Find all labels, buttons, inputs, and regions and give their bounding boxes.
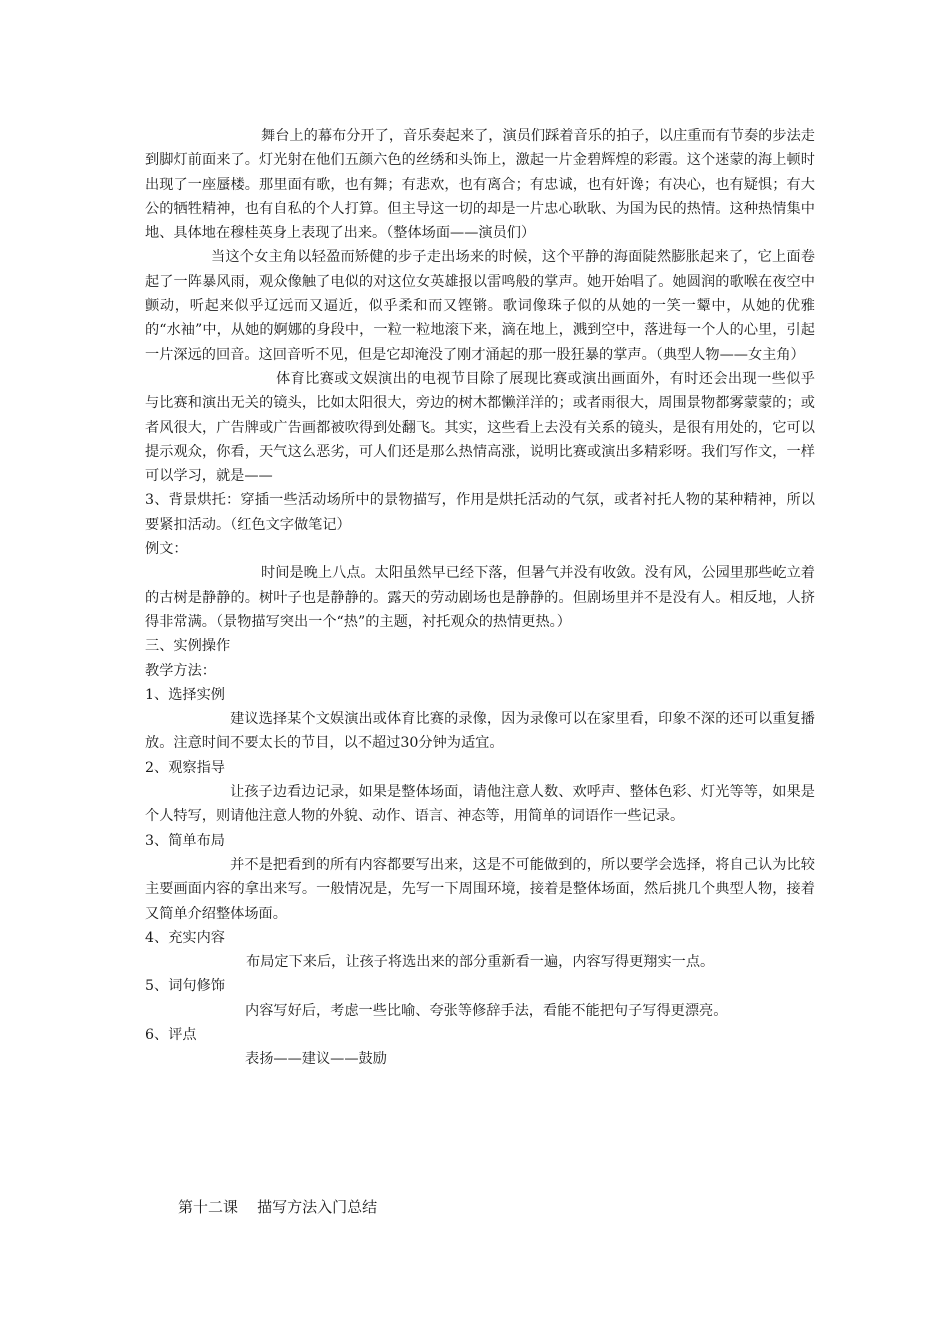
teaching-method-label: 教学方法： xyxy=(145,662,216,679)
paragraph-example-text: 时间是晚上八点。太阳虽然早已经下落，但暑气并没有收敛。没有风，公园里那些屹立着的古树是静静的。树叶子也是静静的。露天的劳动剧场也是静静的。但剧场里并不是没有人。相反地，人挤得非常满。（景物描写突出一个“热”的主题，衬托观众的热情更热。） xyxy=(145,565,815,630)
section-heading-practice: 三、实例操作 xyxy=(145,638,231,655)
paragraph-background-method: 3、背景烘托：穿插一些活动场所中的景物描写，作用是烘托活动的气氛，或者衬托人物的某种精神，所以要紧扣活动。（红色文字做笔记） xyxy=(145,492,815,533)
step-text-5: 内容写好后，考虑一些比喻、夸张等修辞手法，看能不能把句子写得更漂亮。 xyxy=(245,1002,728,1019)
step-text-1: 建议选择某个文娱演出或体育比赛的录像，因为录像可以在家里看，印象不深的还可以重复播放。注意时间不要太长的节目，以不超过30分钟为适宜。 xyxy=(145,711,815,752)
paragraph-heroine: 当这个女主角以轻盈而矫健的步子走出场来的时候，这个平静的海面陡然膨胀起来了，它上面卷起了一阵暴风雨，观众像触了电似的对这位女英雄报以雷鸣般的掌声。她开始唱了。她圆润的歌喉在夜空中颤动，听起来似乎辽远而又逼近，似乎柔和而又铿锵。歌词像珠子似的从她的一笑一颦中，从她的优雅的“水袖”中，从她的婀娜的身段中，一粒一粒地滚下来，滴在地上，溅到空中，落进每一个人的心里，引起一片深远的回音。这回音听不见，但是它却淹没了刚才涌起的那一股狂暴的掌声。（典型人物——女主角） xyxy=(145,249,815,363)
lesson-title: 第十二课 描写方法入门总结 xyxy=(178,1198,378,1216)
step-heading-1: 1、选择实例 xyxy=(145,686,225,703)
step-heading-4: 4、充实内容 xyxy=(145,929,225,946)
step-text-6: 表扬——建议——鼓励 xyxy=(245,1051,387,1068)
step-text-4: 布局定下来后，让孩子将选出来的部分重新看一遍，内容写得更翔实一点。 xyxy=(246,954,715,971)
step-text-2: 让孩子边看边记录，如果是整体场面，请他注意人数、欢呼声、整体色彩、灯光等等，如果是个人特写，则请他注意人物的外貌、动作、语言、神态等，用简单的词语作一些记录。 xyxy=(145,784,815,825)
paragraph-tv-background: 体育比赛或文娱演出的电视节目除了展现比赛或演出画面外，有时还会出现一些似乎与比赛和演出无关的镜头，比如太阳很大，旁边的树木都懒洋洋的；或者雨很大，周围景物都雾蒙蒙的；或者风很大，广告牌或广告画都被吹得到处翻飞。其实，这些看上去没有关系的镜头，是很有用处的，它可以提示观众，你看，天气这么恶劣，可人们还是那么热情高涨，说明比赛或演出多精彩呀。我们写作文，一样可以学习，就是—— xyxy=(145,370,815,485)
step-heading-5: 5、词句修饰 xyxy=(145,978,225,995)
document-body xyxy=(145,124,815,1072)
step-heading-2: 2、观察指导 xyxy=(145,759,225,776)
example-label: 例文： xyxy=(145,541,188,558)
step-heading-6: 6、评点 xyxy=(145,1026,197,1043)
step-text-3: 并不是把看到的所有内容都要写出来，这是不可能做到的，所以要学会选择，将自己认为比较主要画面内容的拿出来写。一般情况是，先写一下周围环境，接着是整体场面，然后挑几个典型人物，接着又简单介绍整体场面。 xyxy=(145,856,815,922)
paragraph-stage-scene: 舞台上的幕布分开了，音乐奏起来了，演员们踩着音乐的拍子，以庄重而有节奏的步法走到脚灯前面来了。灯光射在他们五颜六色的丝绣和头饰上，激起一片金碧辉煌的彩霞。这个迷蒙的海上顿时出现了一座蜃楼。那里面有歌，也有舞；有悲欢，也有离合；有忠诚，也有奸谗；有决心，也有疑惧；有大公的牺牲精神，也有自私的个人打算。但主导这一切的却是一片忠心耿耿、为国为民的热情。这种热情集中地、具体地在穆桂英身上表现了出来。（整体场面——演员们） xyxy=(145,128,815,242)
step-heading-3: 3、简单布局 xyxy=(145,832,225,849)
